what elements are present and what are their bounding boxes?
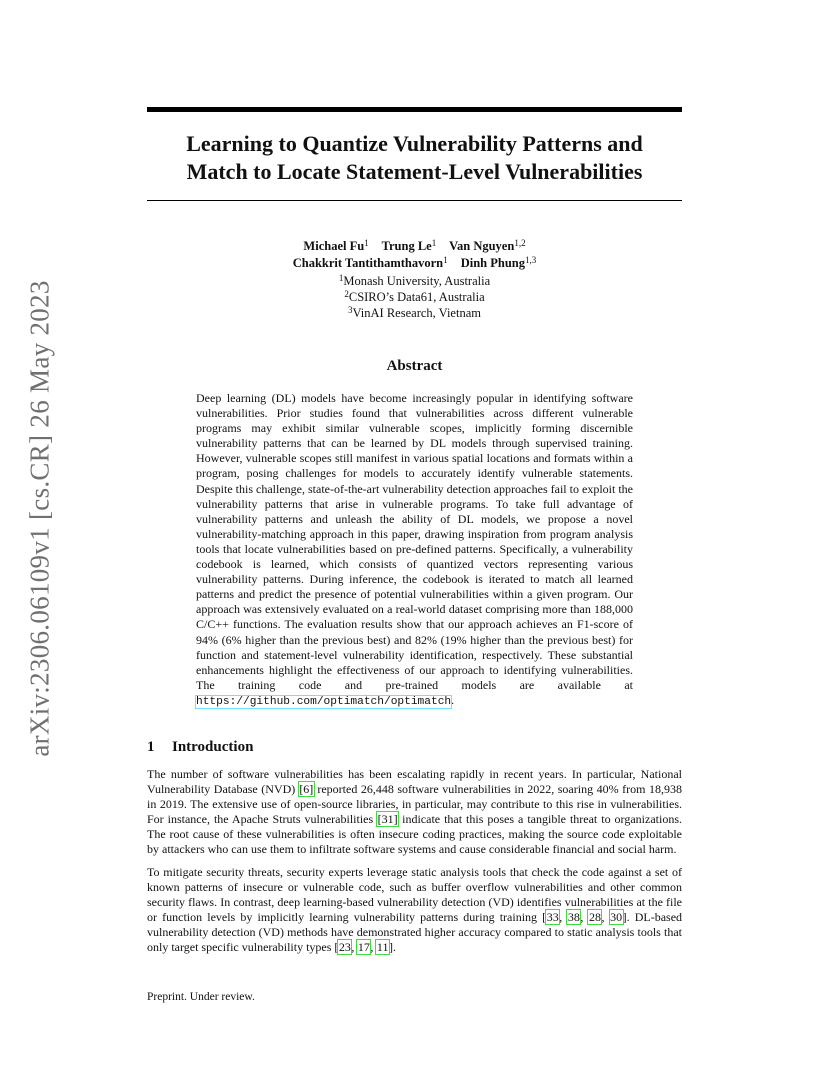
affiliation-text: Monash University, Australia (343, 274, 491, 288)
arxiv-identifier-text: arXiv:2306.06109v1 [cs.CR] 26 May 2023 (24, 279, 55, 757)
author-row-1 (147, 238, 682, 255)
affiliation-item (147, 289, 682, 305)
introduction-body (147, 767, 682, 962)
abstract-end-period: . (451, 692, 455, 707)
author-name: Van Nguyen (449, 239, 515, 253)
affiliation-list (147, 273, 682, 321)
paragraph-text: ]. (388, 940, 396, 955)
affiliation-item (147, 273, 682, 289)
author-row-2 (147, 255, 682, 272)
author-affiliation-mark: 1,3 (525, 255, 537, 265)
paper-title-line-2: Match to Locate Statement-Level Vulnerabilities (186, 159, 643, 184)
author-list (147, 238, 682, 272)
affiliation-mark: 1 (338, 273, 344, 283)
citation-link[interactable]: 33 (546, 909, 559, 924)
citation-link[interactable]: 30 (610, 909, 623, 924)
paper-title (147, 130, 682, 186)
paragraph-text: reported 26,448 software vulnerabilities in 2022, soaring 40% from 18,938 in 2019. The extensive use of open-source libraries, in particular, may contribute to this rise in vulnerabilities. For instance, the Apache Struts vulnerabilities (147, 782, 682, 827)
affiliation-mark: 3 (348, 305, 353, 315)
affiliation-text: CSIRO’s Data61, Australia (348, 290, 485, 304)
footer-note: Preprint. Under review. (147, 991, 255, 1003)
abstract-body (196, 391, 633, 710)
intro-paragraph-1 (147, 767, 682, 858)
citation-link[interactable]: [6] (299, 782, 314, 797)
author-name: Trung Le (381, 239, 432, 253)
title-bottom-rule (147, 200, 682, 201)
author-affiliation-mark: 1,2 (514, 238, 526, 248)
arxiv-identifier-stamp (20, 278, 60, 758)
citation-link[interactable]: [31] (377, 812, 398, 827)
author-name: Chakkrit Tantithamthavorn (292, 256, 444, 270)
author-name: Dinh Phung (460, 256, 526, 270)
citation-link[interactable]: 23 (338, 940, 351, 955)
citation-link[interactable]: 28 (588, 909, 601, 924)
paper-title-line-1: Learning to Quantize Vulnerability Patterns and (186, 131, 643, 156)
abstract-text: Deep learning (DL) models have become increasingly popular in identifying software vulnerabilities. Prior studies found that vulnerabilities across different vulnerable programs may exhibit similar vulnerable scopes, implicitly forming discernible vulnerability patterns that can be learned by DL models through supervised training. However, vulnerable scopes still manifest in various spatial locations and formats within a program, posing challenges for models to accurately identify vulnerable statements. Despite this challenge, state-of-the-art vulnerability detection approaches fail to exploit the vulnerability patterns that arise in vulnerable programs. To take full advantage of vulnerability patterns and unleash the ability of DL models, we propose a novel vulnerability-matching approach in this paper, drawing inspiration from program analysis tools that locate vulnerabilities based on pre-defined patterns. Specifically, a vulnerability codebook is learned, which consists of quantized vectors representing various vulnerability patterns. During inference, the codebook is iterated to match all learned patterns and predict the presence of potential vulnerabilities within a given program. Our approach was extensively evaluated on a real-world dataset comprising more than 188,000 C/C++ functions. The evaluation results show that our approach achieves an F1-score of 94% (6% higher than the previous best) and 82% (19% higher than the previous best) for function and statement-level vulnerability identification, respectively. These substantial enhancements highlight the effectiveness of our approach to identifying vulnerabilities. The training code and pre-trained models are available at (196, 391, 633, 692)
citation-link[interactable]: 11 (376, 940, 389, 955)
affiliation-item (147, 305, 682, 321)
intro-paragraph-2: To mitigate security threats, security experts leverage static analysis tools that check the code against a set of known patterns of insecure or vulnerable code, such as buffer overflow vulnerabilities and other common security flaws. In contrast, deep learning-based vulnerability detection (VD) identifies vulnerabilities at the file or function levels by implicitly learning vulnerability patterns during training [33, 38, 28, 30]. DL-based vulnerability detection (VD) methods have demonstrated higher accuracy compared to static analysis tools that only target specific vulnerability types [23, 17, 11]. (147, 864, 683, 955)
paragraph-text: ]. DL-based vulnerability detection (VD) methods have demonstrated higher accuracy compared to static analysis tools that only target specific vulnerability types [ (147, 909, 683, 955)
affiliation-mark: 2 (344, 289, 349, 299)
paragraph-text: indicate that this poses a tangible threat to organizations. The root cause of these vulnerabilities is often insecure coding practices, making the source code exploitable by attackers who can use them to infiltrate software systems and cause considerable financial and social harm. (147, 812, 682, 857)
section-number: 1 (147, 739, 155, 755)
code-repository-link[interactable]: https://github.com/optimatch/optimatch (196, 695, 452, 708)
author-affiliation-mark: 1 (443, 255, 448, 265)
abstract-heading: Abstract (386, 358, 443, 374)
affiliation-text: VinAI Research, Vietnam (352, 306, 481, 320)
author-affiliation-mark: 1 (364, 238, 369, 248)
citation-link[interactable]: 17 (357, 940, 370, 955)
paragraph-text: To mitigate security threats, security experts leverage static analysis tools that check the code against a set of known patterns of insecure or vulnerable code, such as buffer overflow vulnerabilities and other common security flaws. In contrast, deep learning-based vulnerability detection (VD) identifies vulnerabilities at the file or function levels by implicitly learning vulnerability patterns during training [ (147, 864, 682, 924)
author-name: Michael Fu (303, 239, 365, 253)
section-title: Introduction (172, 739, 254, 755)
title-top-rule (147, 107, 682, 112)
paragraph-text: The number of software vulnerabilities has been escalating rapidly in recent years. In particular, National Vulnerability Database (NVD) (147, 767, 682, 797)
author-affiliation-mark: 1 (431, 238, 437, 248)
citation-link[interactable]: 38 (567, 909, 580, 924)
section-heading-introduction (147, 739, 253, 756)
